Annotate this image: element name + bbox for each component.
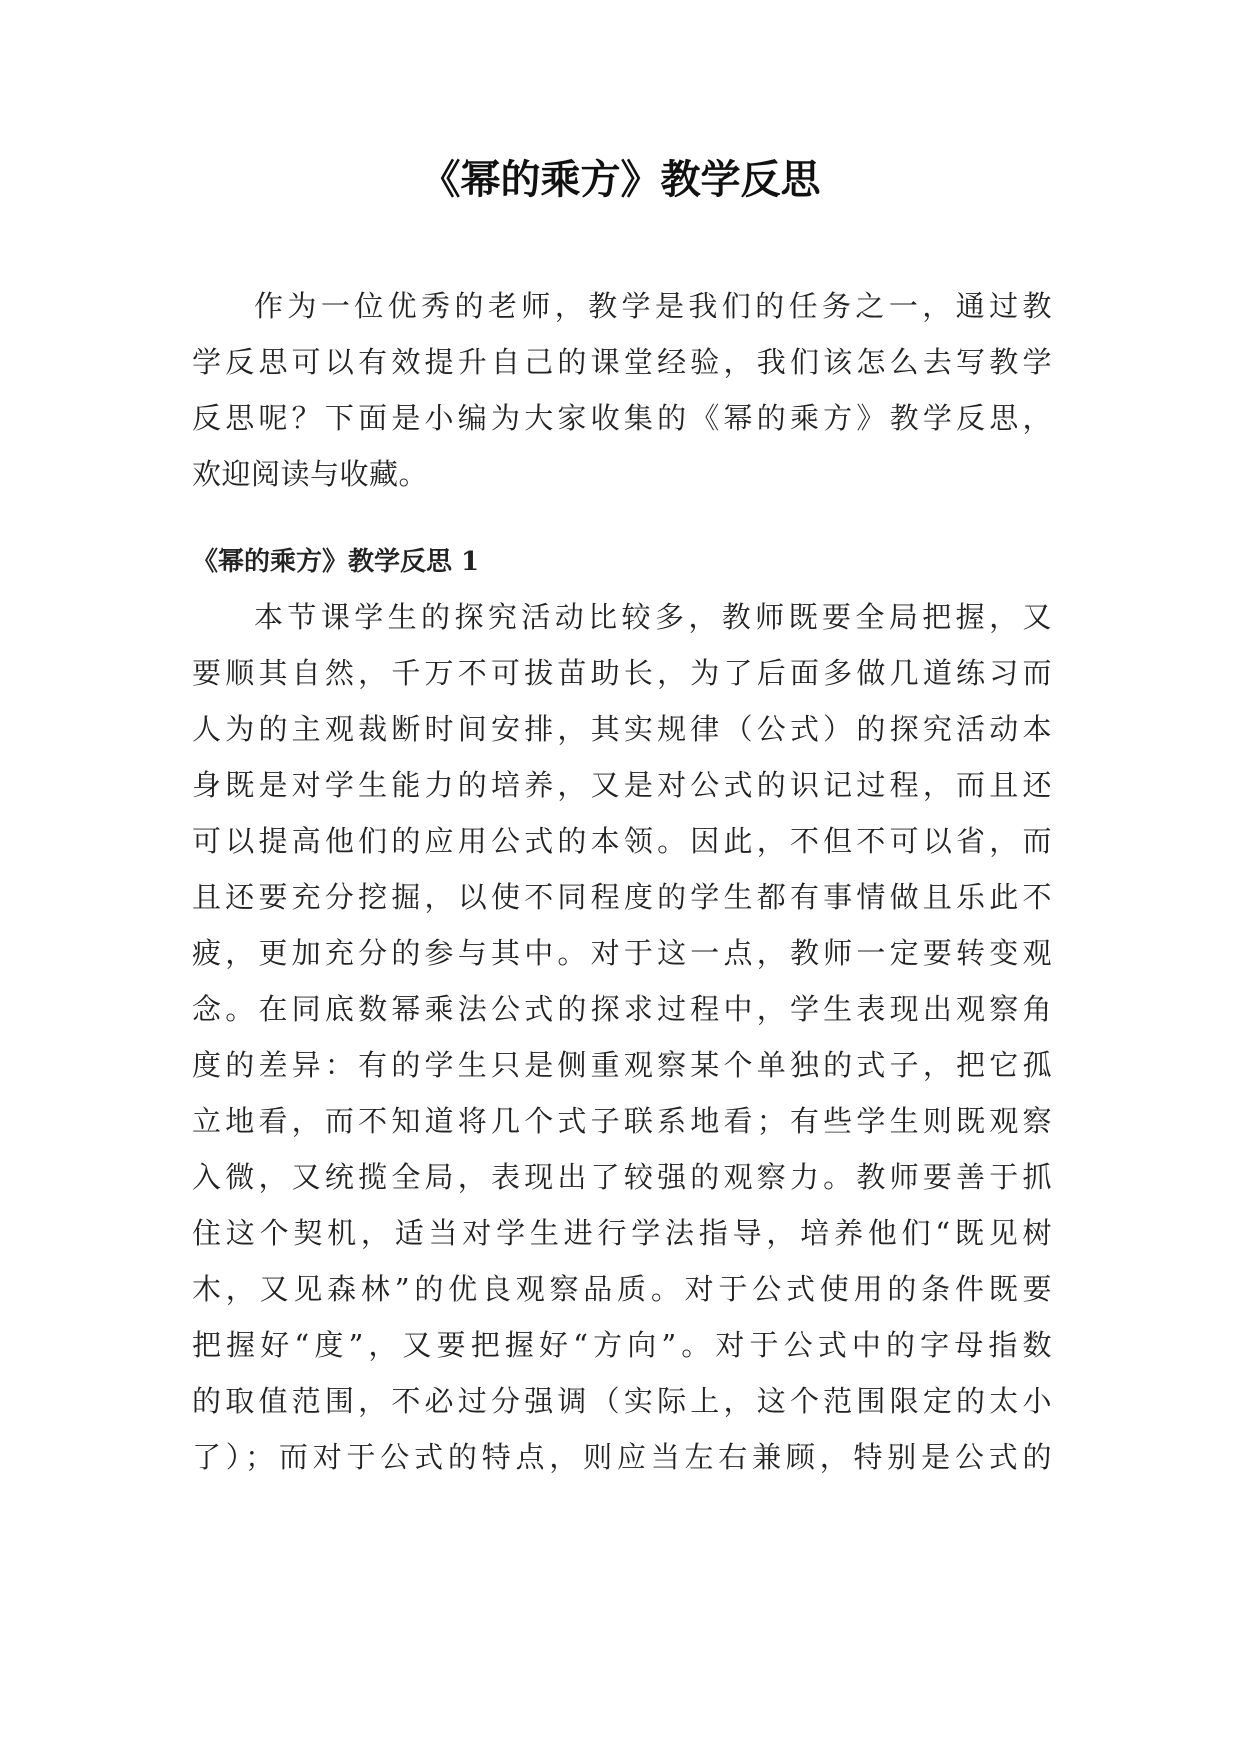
body-line: 把握好“度”，又要把握好“方向”。对于公式中的字母指数	[192, 1328, 1052, 1362]
section-heading: 《幂的乘方》教学反思 1	[192, 547, 480, 577]
body-line: 人为的主观裁断时间安排，其实规律（公式）的探究活动本	[192, 712, 1052, 746]
intro-line: 欢迎阅读与收藏。	[192, 457, 429, 491]
body-line: 了）；而对于公式的特点，则应当左右兼顾，特别是公式的	[192, 1440, 1052, 1474]
intro-line: 反思呢？下面是小编为大家收集的《幂的乘方》教学反思，	[192, 401, 1052, 435]
intro-line: 作为一位优秀的老师，教学是我们的任务之一，通过教	[254, 289, 1052, 323]
body-line: 度的差异：有的学生只是侧重观察某个单独的式子，把它孤	[192, 1048, 1052, 1082]
body-line: 念。在同底数幂乘法公式的探求过程中，学生表现出观察角	[192, 992, 1052, 1026]
body-line: 身既是对学生能力的培养，又是对公式的识记过程，而且还	[192, 768, 1052, 802]
body-line: 立地看，而不知道将几个式子联系地看；有些学生则既观察	[192, 1104, 1052, 1138]
intro-line: 学反思可以有效提升自己的课堂经验，我们该怎么去写教学	[192, 345, 1052, 379]
body-line: 入微，又统揽全局，表现出了较强的观察力。教师要善于抓	[192, 1160, 1052, 1194]
body-line: 可以提高他们的应用公式的本领。因此，不但不可以省，而	[192, 824, 1052, 858]
document-title: 《幂的乘方》教学反思	[420, 157, 821, 203]
body-line: 住这个契机，适当对学生进行学法指导，培养他们“既见树	[192, 1216, 1052, 1250]
body-line: 的取值范围，不必过分强调（实际上，这个范围限定的太小	[192, 1384, 1052, 1418]
body-line: 要顺其自然，千万不可拔苗助长，为了后面多做几道练习而	[192, 656, 1052, 690]
body-line: 疲，更加充分的参与其中。对于这一点，教师一定要转变观	[192, 936, 1052, 970]
body-line: 本节课学生的探究活动比较多，教师既要全局把握，又	[254, 600, 1052, 634]
body-line: 且还要充分挖掘，以使不同程度的学生都有事情做且乐此不	[192, 880, 1052, 914]
body-line: 木，又见森林”的优良观察品质。对于公式使用的条件既要	[192, 1272, 1052, 1306]
